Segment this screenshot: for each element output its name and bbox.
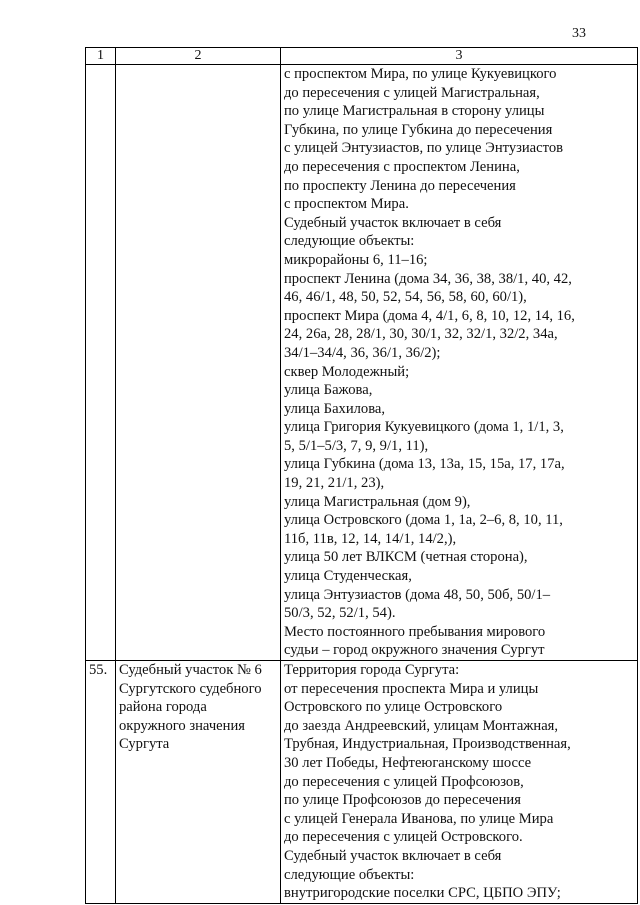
text-line: 24, 26а, 28, 28/1, 30, 30/1, 32, 32/1, 32/2, 34а, — [284, 326, 558, 343]
text-line: улица Бахилова, — [284, 400, 386, 417]
text-line: окружного значения — [119, 717, 245, 734]
text-line: Сургутского судебного — [119, 680, 262, 697]
text-line: до пересечения с проспектом Ленина, — [284, 158, 520, 175]
text-line: с проспектом Мира, по улице Кукуевицкого — [284, 66, 557, 82]
text-line: 5, 5/1–5/3, 7, 9, 9/1, 11), — [284, 437, 429, 454]
text-line: проспект Мира (дома 4, 4/1, 6, 8, 10, 12, 14, 16, — [284, 307, 575, 324]
text-line: сквер Молодежный; — [284, 363, 410, 380]
text-line: улица Губкина (дома 13, 13а, 15, 15а, 17, 17а, — [284, 456, 565, 473]
text-line: 46, 46/1, 48, 50, 52, 54, 56, 58, 60, 60/1), — [284, 289, 527, 306]
text-line: до пересечения с улицей Островского. — [284, 829, 523, 846]
row-55-number: 55. — [86, 661, 116, 904]
text-line: Губкина, по улице Губкина до пересечения — [284, 121, 553, 138]
text-line: до пересечения с улицей Профсоюзов, — [284, 773, 524, 790]
text-line: 30 лет Победы, Нефтеюганскому шоссе — [284, 754, 532, 771]
text-line: Судебный участок № 6 — [119, 662, 262, 678]
text-line: Судебный участок включает в себя — [284, 847, 502, 864]
text-line: внутригородские поселки СРС, ЦБПО ЭПУ; — [284, 885, 561, 902]
row-continued-number — [86, 65, 116, 661]
text-line: Островского по улице Островского — [284, 699, 503, 716]
text-line: улица 50 лет ВЛКСМ (четная сторона), — [284, 549, 528, 566]
text-line: улица Магистральная (дом 9), — [284, 493, 471, 510]
text-line: с улицей Энтузиастов, по улице Энтузиастов — [284, 140, 564, 157]
text-line: Территория города Сургута: — [284, 662, 460, 678]
text-line: улица Студенческая, — [284, 568, 412, 585]
text-line: улица Островского (дома 1, 1а, 2–6, 8, 10, 11, — [284, 512, 563, 529]
table-row-55 — [86, 661, 638, 904]
text-line: улица Энтузиастов (дома 48, 50, 50б, 50/1– — [284, 586, 551, 603]
text-line: с улицей Генерала Иванова, по улице Мира — [284, 810, 554, 827]
header-col-3: 3 — [281, 48, 638, 65]
text-line: района города — [119, 699, 207, 716]
row-55-territory — [281, 661, 638, 904]
text-line: по улице Профсоюзов до пересечения — [284, 792, 521, 809]
header-col-1: 1 — [86, 48, 116, 65]
row-continued-district — [116, 65, 281, 661]
text-line: до заезда Андреевский, улицам Монтажная, — [284, 717, 559, 734]
text-line: Место постоянного пребывания мирового — [284, 623, 546, 640]
court-districts-table — [85, 47, 638, 904]
text-line: по улице Магистральная в сторону улицы — [284, 103, 545, 120]
text-line: по проспекту Ленина до пересечения — [284, 177, 516, 194]
text-line: Сургута — [119, 736, 170, 753]
text-line: 34/1–34/4, 36, 36/1, 36/2); — [284, 344, 441, 361]
table-row-continued — [86, 65, 638, 661]
text-line: следующие объекты: — [284, 866, 415, 883]
table-header-row — [86, 48, 638, 65]
text-line: 50/3, 52, 52/1, 54). — [284, 605, 396, 622]
text-line: Трубная, Индустриальная, Производственная, — [284, 736, 571, 753]
text-line: от пересечения проспекта Мира и улицы — [284, 680, 539, 697]
text-line: 11б, 11в, 12, 14, 14/1, 14/2,), — [284, 530, 457, 547]
text-line: 19, 21, 21/1, 23), — [284, 475, 385, 492]
text-line: проспект Ленина (дома 34, 36, 38, 38/1, 40, 42, — [284, 270, 572, 287]
text-line: следующие объекты: — [284, 233, 415, 250]
text-line: микрорайоны 6, 11–16; — [284, 251, 428, 268]
text-line: судьи – город окружного значения Сургут — [284, 642, 545, 659]
text-line: улица Григория Кукуевицкого (дома 1, 1/1, 3, — [284, 419, 564, 436]
text-line: до пересечения с улицей Магистральная, — [284, 84, 540, 101]
text-line: Судебный участок включает в себя — [284, 214, 502, 231]
text-line: с проспектом Мира. — [284, 196, 409, 213]
page-number: 33 — [572, 26, 586, 41]
row-continued-territory — [281, 65, 638, 661]
text-line: улица Бажова, — [284, 382, 373, 399]
row-55-district — [116, 661, 281, 904]
header-col-2: 2 — [116, 48, 281, 65]
